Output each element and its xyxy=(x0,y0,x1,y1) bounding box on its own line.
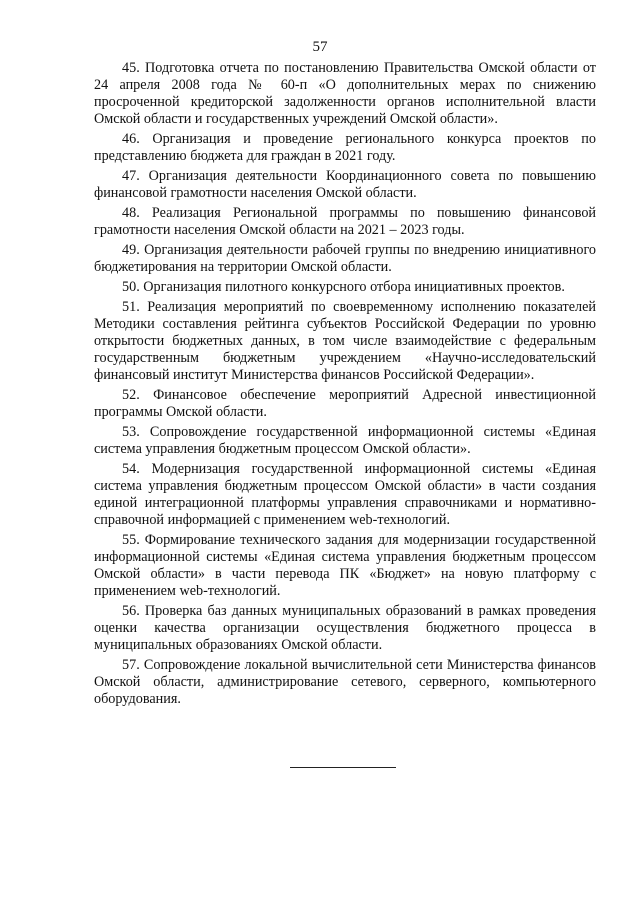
page-number: 57 xyxy=(312,39,328,55)
list-item xyxy=(94,60,596,128)
item-number: 54. xyxy=(122,461,140,477)
item-number: 52. xyxy=(122,387,140,403)
list-item xyxy=(94,299,596,384)
list-item xyxy=(94,242,596,276)
item-number: 46. xyxy=(122,131,140,147)
item-text: Реализация мероприятий по своевременному исполнению показателей Методики составления рейтинга субъектов Российской Федерации по уровню открытости бюджетных данных, в том числе взаимодействие с федеральным государственным бюджетным учреждением «Научно-исследовательский финансовый институт Министерства финансов Российской Федерации». xyxy=(94,299,597,383)
item-text: Формирование технического задания для модернизации государственной информационной системы «Единая система управления бюджетным процессом Омской области» в части перевода ПК «Бюджет» на новую платформу с применением web-технологий. xyxy=(94,532,596,599)
item-text: Финансовое обеспечение мероприятий Адресной инвестиционной программы Омской области. xyxy=(94,387,596,420)
item-number: 53. xyxy=(122,424,140,440)
list-item xyxy=(94,424,596,458)
item-text: Реализация Региональной программы по повышению финансовой грамотности населения Омской области на 2021 – 2023 годы. xyxy=(94,205,597,238)
item-text: Организация деятельности рабочей группы по внедрению инициативного бюджетирования на территории Омской области. xyxy=(94,242,597,275)
end-separator-line xyxy=(290,767,396,768)
item-text: Организация деятельности Координационного совета по повышению финансовой грамотности населения Омской области. xyxy=(94,168,596,201)
list-item xyxy=(94,387,596,421)
item-text: Подготовка отчета по постановлению Правительства Омской области от 24 апреля 2008 года № 60-п «О дополнительных мерах по снижению просроченной кредиторской задолженности органов исполнительной власти Омской области и государственных учреждений Омской области». xyxy=(94,60,596,127)
item-number: 55. xyxy=(122,532,140,548)
item-number: 57. xyxy=(122,657,140,673)
item-text: Сопровождение локальной вычислительной сети Министерства финансов Омской области, администрирование сетевого, серверного, компьютерного оборудования. xyxy=(94,657,596,707)
item-number: 50. xyxy=(122,279,140,295)
list-item xyxy=(94,205,596,239)
item-number: 48. xyxy=(122,205,140,221)
item-text: Организация пилотного конкурсного отбора инициативных проектов. xyxy=(143,279,565,295)
list-item xyxy=(94,131,596,165)
item-number: 45. xyxy=(122,60,140,76)
item-number: 51. xyxy=(122,299,140,315)
list-item xyxy=(94,657,596,708)
item-text: Организация и проведение регионального конкурса проектов по представлению бюджета для граждан в 2021 году. xyxy=(94,131,596,164)
list-item xyxy=(94,168,596,202)
item-text: Модернизация государственной информационной системы «Единая система управления бюджетным процессом Омской области» в части создания единой интеграционной платформы управления справочниками и нормативно-справочной информацией с применением web-технологий. xyxy=(94,461,597,528)
item-number: 56. xyxy=(122,603,140,619)
item-text: Сопровождение государственной информационной системы «Единая система управления бюджетным процессом Омской области». xyxy=(94,424,597,457)
list-item xyxy=(94,532,596,600)
list-item xyxy=(94,461,596,529)
document-body xyxy=(94,60,596,711)
item-number: 49. xyxy=(122,242,140,258)
item-number: 47. xyxy=(122,168,140,184)
list-item xyxy=(94,279,596,296)
item-text: Проверка баз данных муниципальных образований в рамках проведения оценки качества организации осуществления бюджетного процесса в муниципальных образованиях Омской области. xyxy=(94,603,597,653)
list-item xyxy=(94,603,596,654)
